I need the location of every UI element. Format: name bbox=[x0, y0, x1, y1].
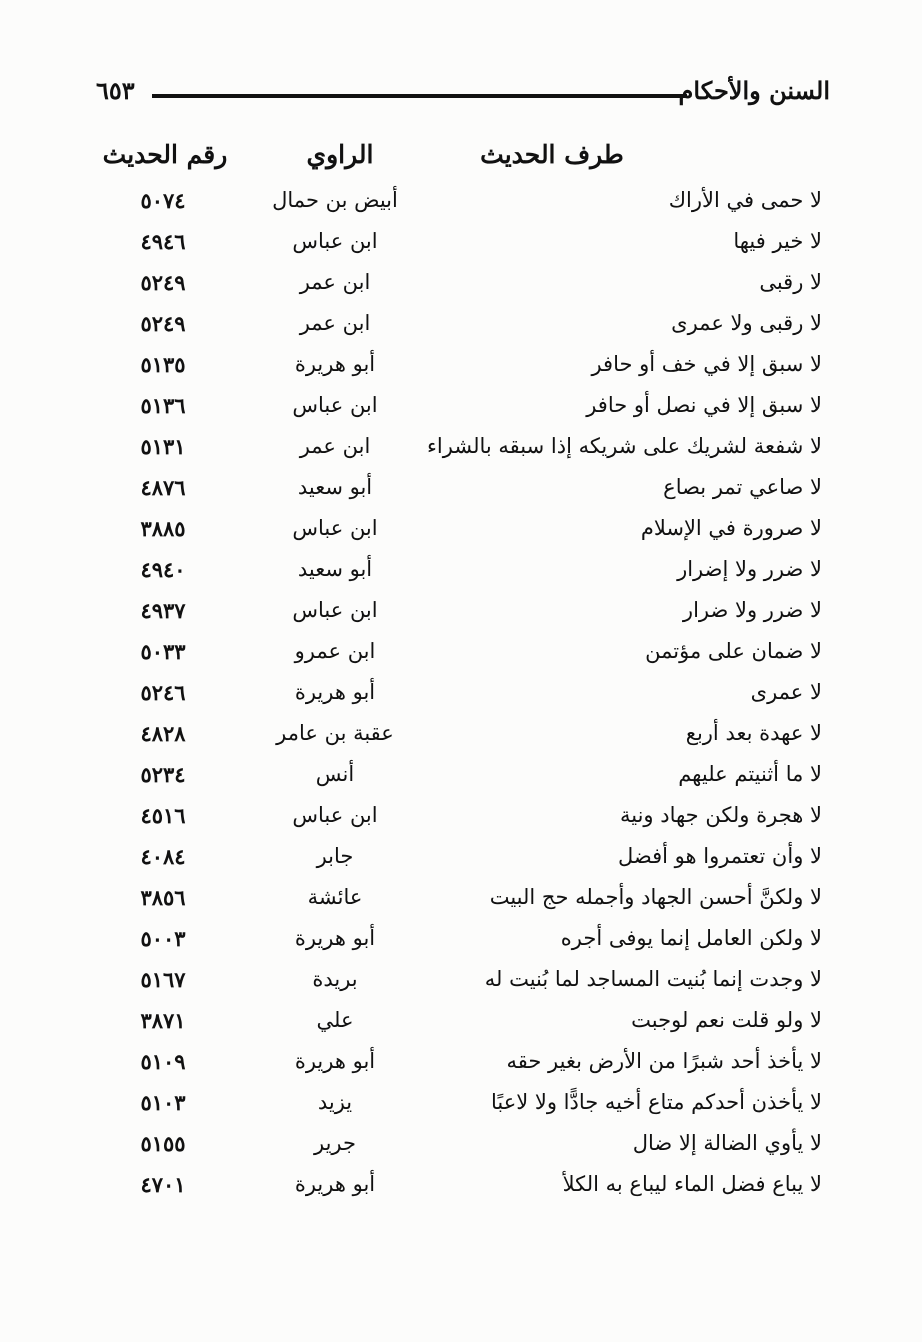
hadith-text: لا خير فيها bbox=[733, 229, 822, 253]
hadith-number: ٥٠٣٣ bbox=[140, 639, 186, 664]
table-row bbox=[0, 633, 922, 674]
narrator-name: جرير bbox=[314, 1131, 356, 1155]
hadith-text: لا ولكن العامل إنما يوفى أجره bbox=[560, 926, 822, 950]
table-row bbox=[0, 346, 922, 387]
hadith-index-table bbox=[0, 182, 922, 1207]
column-header-hadith-number: رقم الحديث bbox=[102, 140, 228, 169]
narrator-name: أنس bbox=[315, 762, 355, 786]
hadith-number: ٥٢٤٩ bbox=[140, 270, 186, 295]
hadith-number: ٥١٣١ bbox=[140, 434, 186, 459]
table-row bbox=[0, 551, 922, 592]
hadith-number: ٥٠٠٣ bbox=[140, 926, 186, 951]
hadith-number: ٤٩٤٦ bbox=[140, 229, 186, 254]
hadith-text: لا ولو قلت نعم لوجبت bbox=[631, 1008, 822, 1032]
hadith-number: ٤٧٠١ bbox=[140, 1172, 186, 1197]
narrator-name: عقبة بن عامر bbox=[276, 721, 394, 745]
hadith-number: ٤٨٧٦ bbox=[140, 475, 186, 500]
hadith-number: ٣٨٥٦ bbox=[140, 885, 186, 910]
narrator-name: بريدة bbox=[312, 967, 358, 991]
narrator-name: ابن عباس bbox=[292, 803, 378, 827]
narrator-name: ابن عمرو bbox=[294, 639, 376, 663]
table-row bbox=[0, 264, 922, 305]
hadith-number: ٣٨٧١ bbox=[140, 1008, 186, 1033]
narrator-name: ابن عباس bbox=[292, 516, 378, 540]
hadith-text: لا ضمان على مؤتمن bbox=[645, 639, 822, 663]
hadith-number: ٥١٠٣ bbox=[140, 1090, 186, 1115]
hadith-number: ٤٩٣٧ bbox=[140, 598, 186, 623]
hadith-text: لا يأخذ أحد شبرًا من الأرض بغير حقه bbox=[506, 1049, 822, 1073]
hadith-number: ٥١٣٦ bbox=[140, 393, 186, 418]
narrator-name: أبو سعيد bbox=[297, 557, 373, 581]
hadith-text: لا سبق إلا في نصل أو حافر bbox=[586, 393, 822, 417]
narrator-name: أبو هريرة bbox=[294, 352, 376, 376]
table-row bbox=[0, 305, 922, 346]
hadith-text: لا عهدة بعد أربع bbox=[685, 721, 822, 745]
table-row bbox=[0, 838, 922, 879]
hadith-text: لا سبق إلا في خف أو حافر bbox=[591, 352, 822, 376]
hadith-number: ٥١٣٥ bbox=[140, 352, 186, 377]
table-row bbox=[0, 797, 922, 838]
hadith-number: ٥١٦٧ bbox=[140, 967, 186, 992]
hadith-number: ٥٢٣٤ bbox=[140, 762, 186, 787]
column-header-hadith-text: طرف الحديث bbox=[480, 140, 624, 169]
narrator-name: أبيض بن حمال bbox=[272, 188, 398, 212]
narrator-name: ابن عباس bbox=[292, 598, 378, 622]
table-row bbox=[0, 510, 922, 551]
narrator-name: ابن عباس bbox=[292, 393, 378, 417]
table-row bbox=[0, 756, 922, 797]
narrator-name: أبو هريرة bbox=[294, 1172, 376, 1196]
table-row bbox=[0, 182, 922, 223]
hadith-text: لا صاعي تمر بصاع bbox=[663, 475, 822, 499]
table-row bbox=[0, 387, 922, 428]
narrator-name: علي bbox=[316, 1008, 354, 1032]
hadith-number: ٥٠٧٤ bbox=[140, 188, 186, 213]
header-rule bbox=[152, 94, 687, 98]
table-row bbox=[0, 1125, 922, 1166]
narrator-name: ابن عمر bbox=[299, 270, 371, 294]
table-row bbox=[0, 1166, 922, 1207]
table-row bbox=[0, 879, 922, 920]
table-row bbox=[0, 961, 922, 1002]
hadith-text: لا ضرر ولا إضرار bbox=[677, 557, 822, 581]
hadith-text: لا ضرر ولا ضرار bbox=[682, 598, 822, 622]
narrator-name: ابن عباس bbox=[292, 229, 378, 253]
narrator-name: عائشة bbox=[307, 885, 363, 909]
hadith-number: ٤٥١٦ bbox=[140, 803, 186, 828]
hadith-text: لا هجرة ولكن جهاد ونية bbox=[619, 803, 822, 827]
hadith-number: ٥٢٤٦ bbox=[140, 680, 186, 705]
table-row bbox=[0, 715, 922, 756]
table-row bbox=[0, 1043, 922, 1084]
narrator-name: يزيد bbox=[317, 1090, 353, 1114]
hadith-number: ٤٨٢٨ bbox=[140, 721, 186, 746]
narrator-name: أبو هريرة bbox=[294, 680, 376, 704]
hadith-number: ٥٢٤٩ bbox=[140, 311, 186, 336]
table-row bbox=[0, 428, 922, 469]
book-title: السنن والأحكام bbox=[678, 76, 830, 105]
column-headers bbox=[0, 140, 922, 180]
narrator-name: أبو سعيد bbox=[297, 475, 373, 499]
hadith-text: لا يأخذن أحدكم متاع أخيه جادًّا ولا لاعبًا bbox=[490, 1090, 822, 1114]
table-row bbox=[0, 592, 922, 633]
hadith-text: لا ما أثنيتم عليهم bbox=[678, 762, 822, 786]
narrator-name: ابن عمر bbox=[299, 311, 371, 335]
narrator-name: أبو هريرة bbox=[294, 926, 376, 950]
hadith-number: ٤٠٨٤ bbox=[140, 844, 186, 869]
table-row bbox=[0, 1084, 922, 1125]
hadith-number: ٣٨٨٥ bbox=[140, 516, 186, 541]
table-row bbox=[0, 1002, 922, 1043]
narrator-name: ابن عمر bbox=[299, 434, 371, 458]
hadith-text: لا رقبى bbox=[759, 270, 822, 294]
narrator-name: جابر bbox=[316, 844, 354, 868]
hadith-text: لا شفعة لشريك على شريكه إذا سبقه بالشراء bbox=[427, 434, 822, 458]
hadith-text: لا عمرى bbox=[750, 680, 822, 704]
hadith-text: لا وأن تعتمروا هو أفضل bbox=[617, 844, 822, 868]
page-number: ٦٥٣ bbox=[96, 76, 135, 105]
narrator-name: أبو هريرة bbox=[294, 1049, 376, 1073]
hadith-text: لا صرورة في الإسلام bbox=[640, 516, 822, 540]
hadith-text: لا وجدت إنما بُنيت المساجد لما بُنيت له bbox=[484, 967, 822, 991]
table-row bbox=[0, 674, 922, 715]
hadith-text: لا حمى في الأراك bbox=[668, 188, 822, 212]
hadith-text: لا ولكنَّ أحسن الجهاد وأجمله حج البيت bbox=[489, 885, 822, 909]
hadith-text: لا يأوي الضالة إلا ضال bbox=[632, 1131, 822, 1155]
table-row bbox=[0, 223, 922, 264]
column-header-narrator: الراوي bbox=[306, 140, 374, 169]
hadith-number: ٥١٥٥ bbox=[140, 1131, 186, 1156]
running-head bbox=[96, 74, 830, 114]
hadith-text: لا رقبى ولا عمرى bbox=[671, 311, 822, 335]
hadith-text: لا يباع فضل الماء ليباع به الكلأ bbox=[562, 1172, 822, 1196]
hadith-number: ٤٩٤٠ bbox=[140, 557, 186, 582]
table-row bbox=[0, 920, 922, 961]
table-row bbox=[0, 469, 922, 510]
hadith-number: ٥١٠٩ bbox=[140, 1049, 186, 1074]
